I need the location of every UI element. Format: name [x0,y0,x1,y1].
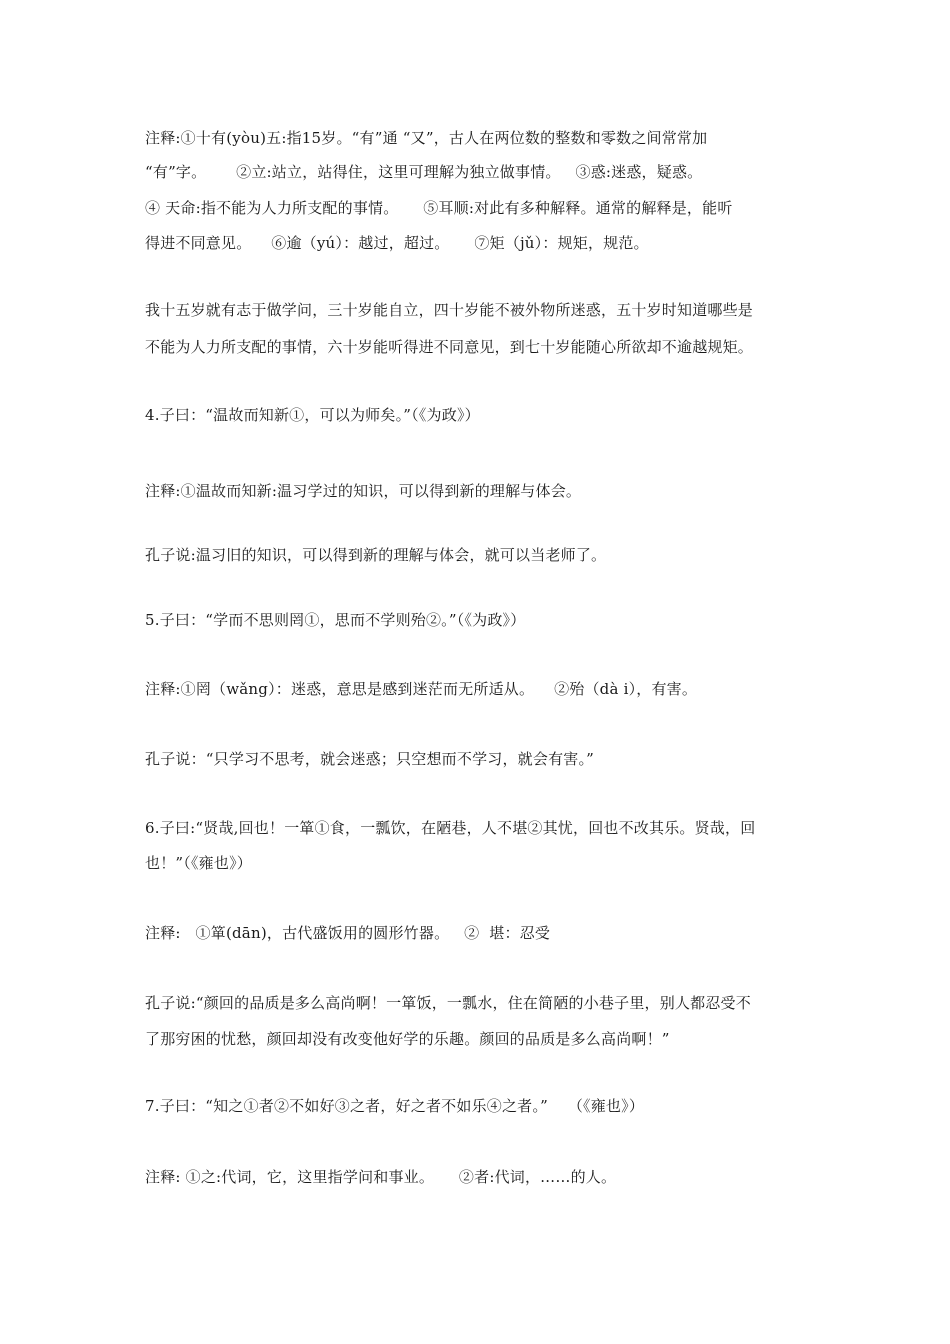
translation-text-line: 孔子说：“只学习不思考，就会迷惑；只空想而不学习，就会有害。” [145,750,595,768]
translation-text-line: 孔子说:温习旧的知识，可以得到新的理解与体会，就可以当老师了。 [145,546,607,564]
note-text-line: 注释:①温故而知新:温习学过的知识，可以得到新的理解与体会。 [145,482,582,500]
quote-heading: 也！”（《雍也》） [145,854,252,872]
note-text-line: 注释: ①箪(dān)，古代盛饭用的圆形竹器。 ② 堪：忍受 [145,924,551,942]
note-text-line: 注释:①十有(yòu)五:指15岁。“有”通 “又”，古人在两位数的整数和零数之间常常加 [145,129,708,147]
note-text-line: “有”字。 ②立:站立，站得住，这里可理解为独立做事情。 ③惑:迷惑，疑惑。 [145,163,703,181]
note-text-line: ④ 天命:指不能为人力所支配的事情。 ⑤耳顺:对此有多种解释。通常的解释是，能听 [145,199,733,217]
note-text-line: 得进不同意见。 ⑥逾（yú）：越过，超过。 ⑦矩（jǔ）：规矩，规范。 [145,234,649,252]
quote-heading: 5.子曰：“学而不思则罔①，思而不学则殆②。”（《为政》） [145,611,526,629]
translation-text-line: 我十五岁就有志于做学问，三十岁能自立，四十岁能不被外物所迷惑，五十岁时知道哪些是 [145,301,754,319]
translation-text-line: 不能为人力所支配的事情，六十岁能听得进不同意见，到七十岁能随心所欲却不逾越规矩。 [145,338,754,356]
quote-heading: 7.子曰：“知之①者②不如好③之者，好之者不如乐④之者。” （《雍也》） [145,1097,645,1115]
note-text-line: 注释:①罔（wǎng）：迷惑，意思是感到迷茫而无所适从。 ②殆（dà i），有害。 [145,680,698,698]
note-text-line: 注释: ①之:代词，它，这里指学问和事业。 ②者:代词，……的人。 [145,1168,617,1186]
translation-text-line: 了那穷困的忧愁，颜回却没有改变他好学的乐趣。颜回的品质是多么高尚啊！” [145,1030,670,1048]
quote-heading: 6.子曰:“贤哉,回也！一箪①食，一瓢饮，在陋巷，人不堪②其忧，回也不改其乐。贤哉，回 [145,819,756,837]
quote-heading: 4.子曰：“温故而知新①，可以为师矣。”（《为政》） [145,406,480,424]
translation-text-line: 孔子说:“颜回的品质是多么高尚啊！一箪饭，一瓢水，住在简陋的小巷子里，别人都忍受不 [145,994,751,1012]
